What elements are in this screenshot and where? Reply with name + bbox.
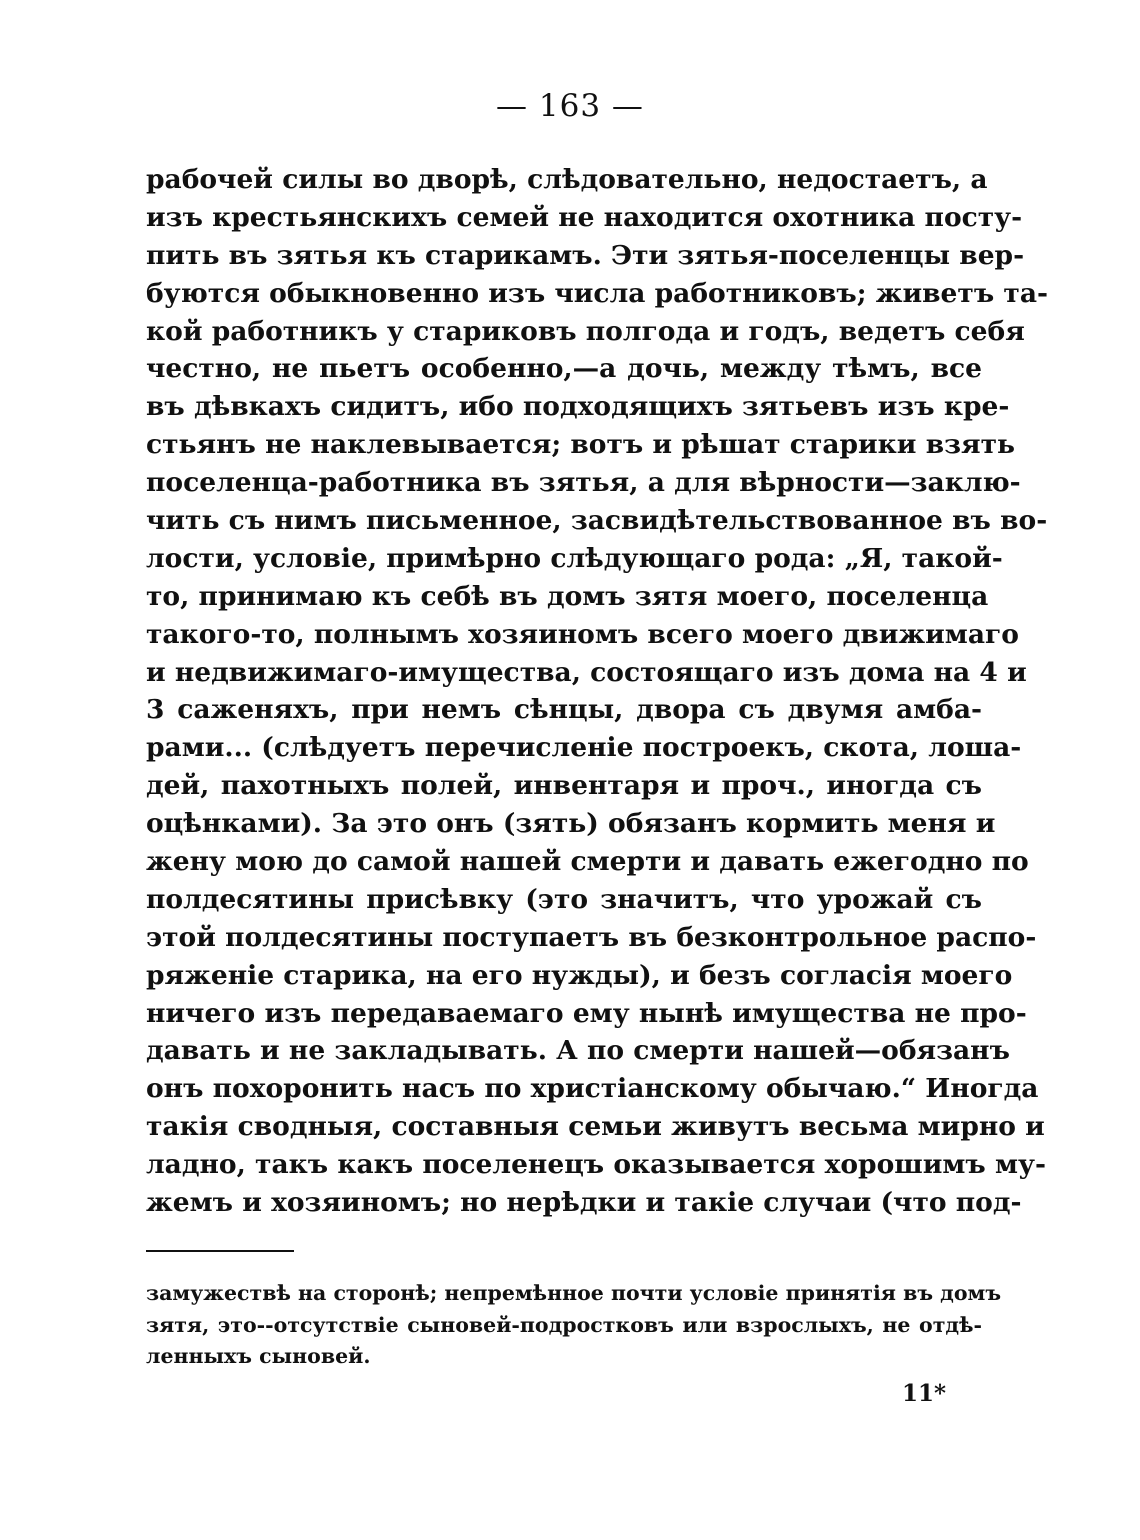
- text-line: стьянъ не наклевывается; вотъ и рѣшат старики взять: [146, 429, 1016, 461]
- text-line: изъ крестьянскихъ семей не находится охотника посту-: [146, 201, 1023, 233]
- text-line: ряженіе старика, на его нужды), и безъ согласія моего: [146, 959, 1013, 991]
- footnote-line: замужествѣ на сторонѣ; непремѣнное почти условіе принятія въ домъ: [146, 1281, 1002, 1305]
- text-line: давать и не закладывать. А по смерти нашей—обязанъ: [146, 1035, 1010, 1067]
- text-line: 3 саженяхъ, при немъ сѣнцы, двора съ двумя амба-: [146, 694, 982, 726]
- text-line: такія сводныя, составныя семьи живутъ весьма мирно и: [146, 1111, 1045, 1143]
- text-line: кой работникъ у стариковъ полгода и годъ, ведетъ себя: [146, 315, 1025, 347]
- text-line: лости, условіе, примѣрно слѣдующаго рода: „Я, такой-: [146, 542, 1003, 574]
- text-line: рами... (слѣдуетъ перечисленіе построекъ, скота, лоша-: [146, 732, 1022, 764]
- text-line: этой полдесятины поступаетъ въ безконтрольное распо-: [146, 921, 1037, 953]
- footnote-line: зятя, это--отсутствіе сыновей-подростковъ или взрослыхъ, не отдѣ-: [146, 1312, 982, 1337]
- text-line: оцѣнками). За это онъ (зять) обязанъ кормить меня и: [146, 808, 996, 840]
- text-line: пить въ зятья къ старикамъ. Эти зятья-поселенцы вер-: [146, 239, 1025, 271]
- footnote-divider: [146, 1250, 294, 1252]
- text-line: полдесятины присѣвку (это значитъ, что урожай съ: [146, 883, 982, 915]
- text-line: и недвижимаго-имущества, состоящаго изъ дома на 4 и: [146, 656, 1027, 688]
- text-line: онъ похоронить насъ по христіанскому обычаю.“ Иногда: [146, 1073, 1039, 1105]
- text-line: жену мою до самой нашей смерти и давать ежегодно по: [146, 846, 1029, 878]
- text-line: чить съ нимъ письменное, засвидѣтельствованное въ во-: [146, 505, 1048, 537]
- text-line: жемъ и хозяиномъ; но нерѣдки и такіе случаи (что под-: [146, 1187, 1022, 1219]
- text-line: честно, не пьетъ особенно,—а дочь, между тѣмъ, все: [146, 353, 982, 385]
- text-line: ладно, такъ какъ поселенецъ оказывается хорошимъ му-: [146, 1149, 1046, 1181]
- text-line: рабочей силы во дворѣ, слѣдовательно, недостаетъ, а: [146, 164, 988, 195]
- text-line: дей, пахотныхъ полей, инвентаря и проч., иногда съ: [146, 770, 982, 802]
- text-line: поселенца-работника въ зятья, а для вѣрности—заклю-: [146, 467, 1021, 499]
- main-text-block: [146, 161, 1048, 1222]
- text-line: ничего изъ передаваемаго ему нынѣ имущества не про-: [146, 997, 1027, 1029]
- text-line: буются обыкновенно изъ числа работниковъ; живетъ та-: [146, 277, 1048, 309]
- page-number: — 163 —: [496, 88, 644, 124]
- text-line: такого-то, полнымъ хозяиномъ всего моего движимаго: [146, 618, 1019, 650]
- footnote-block: [146, 1278, 1002, 1373]
- footnote-line: ленныхъ сыновей.: [146, 1344, 371, 1368]
- printer-signature-mark: 11*: [902, 1380, 947, 1407]
- text-line: то, принимаю къ себѣ въ домъ зятя моего, поселенца: [146, 580, 989, 612]
- text-line: въ дѣвкахъ сидитъ, ибо подходящихъ зятьевъ изъ кре-: [146, 391, 1010, 423]
